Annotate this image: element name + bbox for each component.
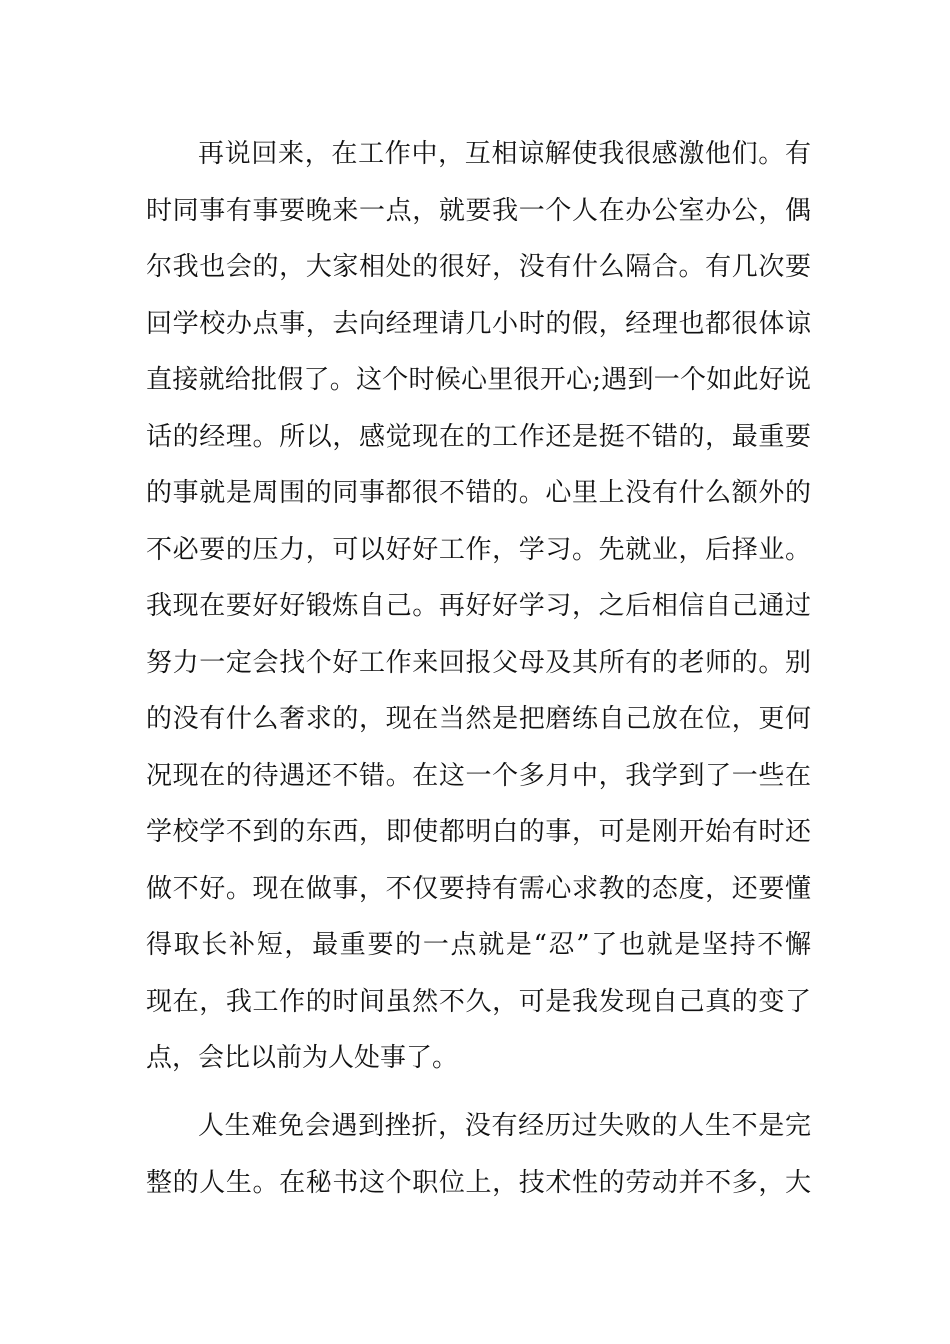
paragraph-line: 话的经理。所以，感觉现在的工作还是挺不错的，最重要 xyxy=(146,421,811,452)
paragraph-line: 努力一定会找个好工作来回报父母及其所有的老师的。别 xyxy=(146,647,811,678)
paragraph-line: 不必要的压力，可以好好工作，学习。先就业，后择业。 xyxy=(146,534,811,565)
paragraph-line: 回学校办点事，去向经理请几小时的假，经理也都很体谅 xyxy=(146,308,811,339)
paragraph-line: 时同事有事要晚来一点，就要我一个人在办公室办公，偶 xyxy=(146,195,811,226)
paragraph-line: 直接就给批假了。这个时候心里很开心;遇到一个如此好说 xyxy=(146,365,811,395)
paragraph-line: 况现在的待遇还不错。在这一个多月中，我学到了一些在 xyxy=(146,760,811,791)
paragraph-1 xyxy=(146,126,811,1087)
paragraph-line: 再说回来，在工作中，互相谅解使我很感激他们。有 xyxy=(198,139,811,169)
paragraph-2 xyxy=(146,1098,811,1211)
paragraph-line: 做不好。现在做事，不仅要持有需心求教的态度，还要懂 xyxy=(146,873,811,904)
paragraph-line: 得取长补短，最重要的一点就是“忍”了也就是坚持不懈 xyxy=(146,930,811,960)
paragraph-line: 学校学不到的东西，即使都明白的事，可是刚开始有时还 xyxy=(146,817,811,847)
paragraph-line: 尔我也会的，大家相处的很好，没有什么隔合。有几次要 xyxy=(146,252,811,282)
paragraph-line: 现在，我工作的时间虽然不久，可是我发现自己真的变了 xyxy=(146,986,811,1017)
paragraph-line: 的事就是周围的同事都很不错的。心里上没有什么额外的 xyxy=(146,478,811,508)
paragraph-line: 人生难免会遇到挫折，没有经历过失败的人生不是完 xyxy=(198,1111,811,1141)
paragraph-line: 的没有什么奢求的，现在当然是把磨练自己放在位，更何 xyxy=(146,704,811,734)
paragraph-line: 我现在要好好锻炼自己。再好好学习，之后相信自己通过 xyxy=(146,591,811,621)
paragraph-line: 整的人生。在秘书这个职位上，技术性的劳动并不多，大 xyxy=(146,1167,811,1198)
paragraph-line: 点，会比以前为人处事了。 xyxy=(146,1043,459,1073)
